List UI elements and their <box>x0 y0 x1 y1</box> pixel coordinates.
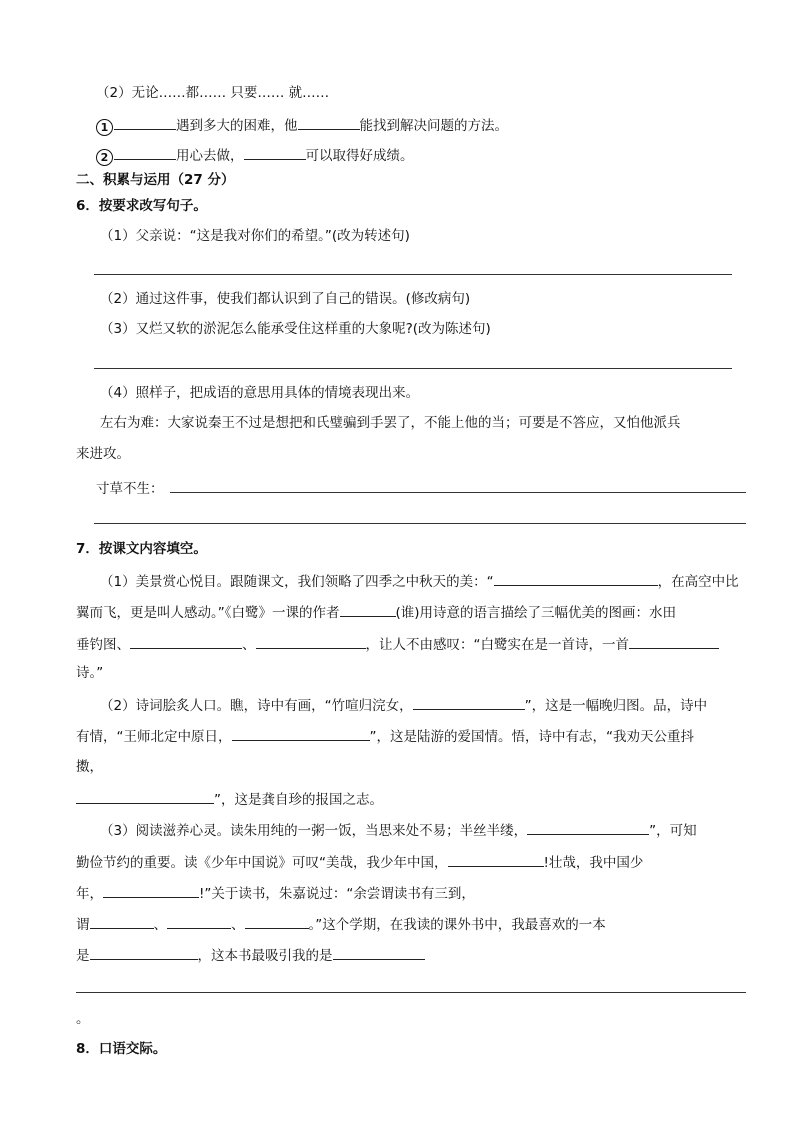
q8-title: 8．口语交际。 <box>76 1041 167 1057</box>
answer-line[interactable] <box>94 523 746 524</box>
blank[interactable] <box>90 914 154 929</box>
blank[interactable] <box>494 571 658 586</box>
q7-1-line4: 诗。” <box>76 665 104 681</box>
q7-3-line2: 勤俭节约的重要。读《少年中国说》可叹“美哉，我少年中国， !壮哉，我中国少 <box>76 852 643 872</box>
blank[interactable] <box>114 145 176 160</box>
q6-part3: （3）又烂又软的淤泥怎么能承受住这样重的大象呢?(改为陈述句) <box>100 321 491 337</box>
section-2-title: 二、积累与运用（27 分） <box>76 172 235 188</box>
blank[interactable] <box>448 852 544 867</box>
q7-2-line2: 有情，“王师北定中原日， ”，这是陆游的爱国情。悟，诗中有志，“我劝天公重抖 <box>76 726 694 746</box>
q6-example-line1: 左右为难：大家说秦王不过是想把和氏璧骗到手罢了，不能上他的当；可要是不答应，又怕他派兵 <box>100 415 681 431</box>
blank[interactable] <box>629 634 719 649</box>
q6-example-line2: 来进攻。 <box>76 446 130 462</box>
blank[interactable] <box>413 695 525 710</box>
blank[interactable] <box>90 945 198 960</box>
blank[interactable] <box>333 945 425 960</box>
blank[interactable] <box>245 914 309 929</box>
q7-1-line3: 垂钓图、 、 ，让人不由感叹：“白鹭实在是一首诗，一首 <box>76 634 719 654</box>
blank[interactable] <box>340 602 396 617</box>
blank[interactable] <box>298 115 360 130</box>
blank[interactable] <box>527 820 649 835</box>
blank[interactable] <box>103 883 199 898</box>
blank[interactable] <box>114 115 176 130</box>
q5-2-heading: （2）无论……都…… 只要…… 就…… <box>96 85 330 101</box>
blank[interactable] <box>256 634 366 649</box>
blank[interactable] <box>130 634 242 649</box>
q7-3-end: 。 <box>76 1011 90 1027</box>
q6-idiom-label: 寸草不生： <box>96 481 164 497</box>
q6-part2: （2）通过这件事，使我们都认识到了自己的错误。(修改病句) <box>100 291 471 307</box>
q7-1-line1: （1）美景赏心悦目。跟随课文，我们领略了四季之中秋天的美：“ ，在高空中比 <box>100 571 739 591</box>
blank[interactable] <box>167 914 231 929</box>
answer-line[interactable] <box>170 492 746 493</box>
q5-2-sentence-2: 2 用心去做， 可以取得好成绩。 <box>96 145 414 166</box>
blank[interactable] <box>76 789 214 804</box>
q7-3-line4: 谓 、 、 。”这个学期，在我读的课外书中，我最喜欢的一本 <box>76 914 606 934</box>
q6-part1: （1）父亲说：“这是我对你们的希望。”(改为转述句) <box>100 228 410 244</box>
blank[interactable] <box>232 726 370 741</box>
circled-number-1: 1 <box>96 119 113 136</box>
q7-3-line1: （3）阅读滋养心灵。读朱用纯的一粥一饭，当思来处不易；半丝半缕， ”，可知 <box>100 820 697 840</box>
q7-title: 7．按课文内容填空。 <box>76 541 207 557</box>
circled-number-2: 2 <box>96 149 113 166</box>
q6-part4: （4）照样子，把成语的意思用具体的情境表现出来。 <box>100 385 420 401</box>
blank[interactable] <box>244 145 306 160</box>
answer-line[interactable] <box>76 992 746 993</box>
answer-line[interactable] <box>94 368 732 369</box>
q7-1-line2: 翼而飞，更是叫人感动。”《白鹭》一课的作者 (谁)用诗意的语言描绘了三幅优美的图画：水田 <box>76 602 676 622</box>
q5-2-sentence-1: 1 遇到多大的困难，他 能找到解决问题的方法。 <box>96 115 508 136</box>
q6-title: 6．按要求改写句子。 <box>76 198 207 214</box>
answer-line[interactable] <box>94 274 732 275</box>
q7-2-line4: ”，这是龚自珍的报国之志。 <box>76 789 383 809</box>
q7-3-line3: 年， !”关于读书，朱嘉说过：“余尝谓读书有三到， <box>76 883 475 903</box>
q7-3-line5: 是 ，这本书最吸引我的是 <box>76 945 425 965</box>
q7-2-line3: 擞， <box>76 759 103 775</box>
q7-2-line1: （2）诗词脍炙人口。瞧，诗中有画，“竹喧归浣女， ”，这是一幅晚归图。品，诗中 <box>100 695 707 715</box>
